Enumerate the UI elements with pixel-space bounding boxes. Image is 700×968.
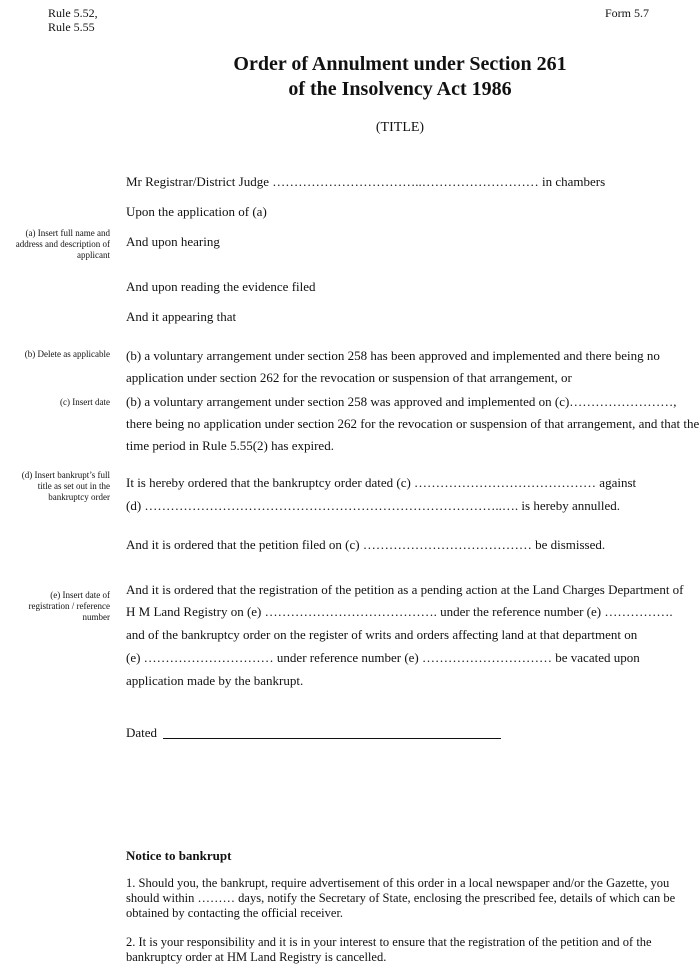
rule-reference-2: Rule 5.55 (48, 20, 95, 34)
registration-line2: H M Land Registry on (e) …………………………………. under the reference number (e) ……………. (126, 604, 673, 619)
option-b1-line1: (b) a voluntary arrangement under section 258 has been approved and implemented and there being no (126, 348, 660, 363)
dated-signature-line[interactable] (163, 738, 501, 739)
annulment-order-line2: (d) ………………………………………………………………………..…. is hereby annulled. (126, 498, 620, 513)
title-line-2: of the Insolvency Act 1986 (288, 78, 512, 100)
upon-hearing: And upon hearing (126, 234, 220, 249)
note-d: (d) Insert bankrupt’s full title as set out in the bankruptcy order (21, 470, 110, 502)
upon-application: Upon the application of (a) (126, 204, 267, 219)
registration-line1: And it is ordered that the registration of the petition as a pending action at the Land Charges Department of (126, 582, 684, 597)
registration-line4: (e) ………………………… under reference number (e) ………………………… be vacated upon (126, 650, 640, 665)
notice-heading: Notice to bankrupt (126, 848, 232, 863)
title-placeholder: (TITLE) (375, 120, 425, 135)
registration-line3: and of the bankruptcy order on the register of writs and orders affecting land at that department on (126, 627, 638, 642)
note-a: (a) Insert full name and address and description of applicant (15, 228, 110, 260)
option-b2-line2: there being no application under section 262 for the revocation or suspension of that arrangement, and that the (126, 416, 700, 431)
dated-label: Dated (126, 725, 158, 740)
option-b2-line3: time period in Rule 5.55(2) has expired. (126, 438, 334, 453)
note-e: (e) Insert date of registration / reference number (28, 590, 110, 622)
rule-reference-1: Rule 5.52, (48, 6, 98, 20)
note-c: (c) Insert date (60, 397, 110, 407)
registrar-line: Mr Registrar/District Judge ……………………………..……………………… in chambers (126, 174, 606, 189)
form-number: Form 5.7 (605, 6, 650, 20)
annulment-order-line1: It is hereby ordered that the bankruptcy order dated (c) …………………………………… against (126, 475, 637, 490)
title-line-1: Order of Annulment under Section 261 (233, 53, 567, 75)
notice-item-2: 2. It is your responsibility and it is in your interest to ensure that the registration of the petition and of the bankruptcy order at HM Land Registry is cancelled. (126, 935, 652, 964)
note-b: (b) Delete as applicable (24, 349, 110, 359)
option-b1-line2: application under section 262 for the revocation or suspension of that arrangement, or (126, 370, 572, 385)
notice-item-1: 1. Should you, the bankrupt, require advertisement of this order in a local newspaper and/or the Gazette, you should within ……… days, notify the Secretary of State, enclosing the prescribed fee, details of which can be obtained by contacting the official receiver. (126, 876, 676, 920)
registration-line5: application made by the bankrupt. (126, 673, 304, 688)
option-b2-line1: (b) a voluntary arrangement under section 258 was approved and implemented on (c)……………………, (126, 394, 677, 409)
appearing-line: And it appearing that (126, 309, 237, 324)
petition-dismissed: And it is ordered that the petition filed on (c) ………………………………… be dismissed. (126, 537, 606, 552)
upon-reading: And upon reading the evidence filed (126, 279, 316, 294)
